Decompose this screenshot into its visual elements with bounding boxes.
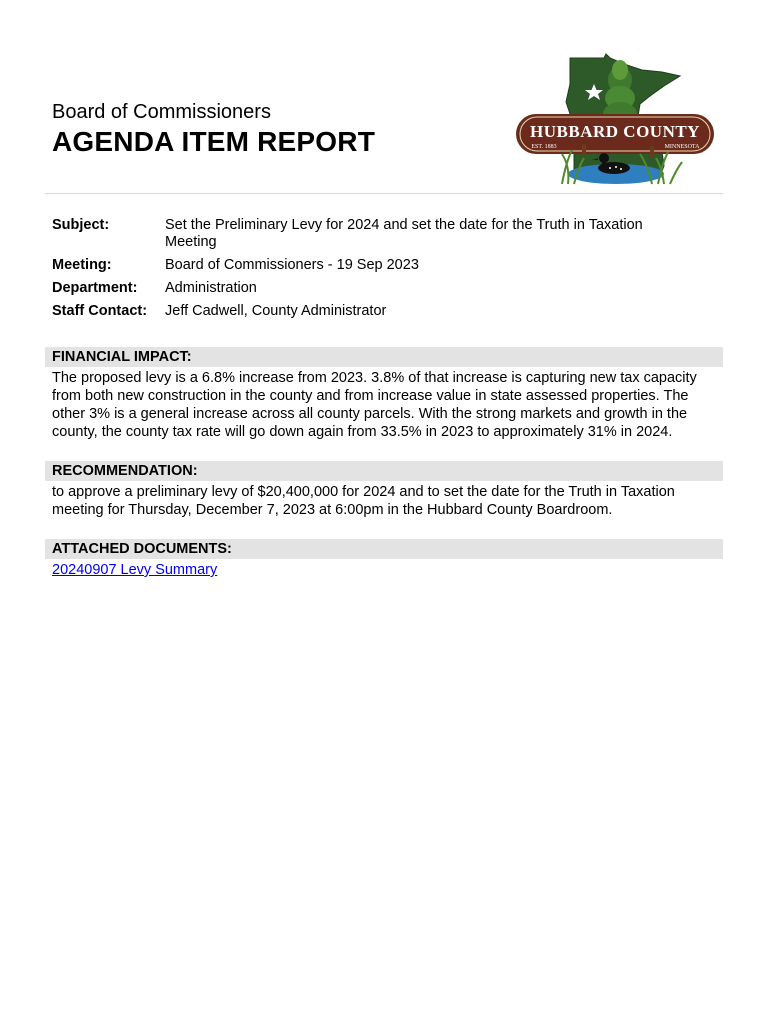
meeting-row <box>52 257 722 274</box>
financial-impact-text: The proposed levy is a 6.8% increase from 2023. 3.8% of that increase is capturing new tax capacity from both new construction in the county and from increase value in state assessed properties. The other 3% is a general increase across all county parcels. With the strong markets and growth in the county, the county tax rate will go down again from 33.5% in 2023 to approximately 31% in 2024. <box>52 370 697 440</box>
attached-documents-section <box>45 539 723 579</box>
subject-row <box>52 217 722 251</box>
report-header <box>52 100 375 158</box>
cattail-icon <box>650 146 654 158</box>
page-title: AGENDA ITEM REPORT <box>52 126 376 157</box>
meeting-value: Board of Commissioners - 19 Sep 2023 <box>165 257 419 273</box>
department-row <box>52 280 722 297</box>
department-value: Administration <box>165 280 257 296</box>
board-name: Board of Commissioners <box>52 101 271 123</box>
levy-summary-link[interactable]: 20240907 Levy Summary <box>52 562 218 578</box>
hubbard-county-logo <box>512 50 718 190</box>
department-label: Department: <box>52 280 138 296</box>
recommendation-text: to approve a preliminary levy of $20,400,000 for 2024 and to set the date for the Truth in Taxation meeting for Thursday, December 7, 2023 at 6:00pm in the Hubbard County Boardroom. <box>52 484 675 518</box>
cattail-icon <box>582 144 586 156</box>
header-divider <box>45 193 723 194</box>
meeting-label: Meeting: <box>52 257 112 273</box>
staff-contact-label: Staff Contact: <box>52 303 148 319</box>
logo-state: MINNESOTA <box>664 144 700 150</box>
recommendation-section <box>45 461 723 519</box>
meeting-details <box>52 217 722 326</box>
staff-contact-row <box>52 303 722 320</box>
subject-value: Set the Preliminary Levy for 2024 and set the date for the Truth in Taxation Meeting <box>165 217 643 250</box>
logo-county-name: HUBBARD COUNTY <box>530 122 700 141</box>
financial-impact-heading: FINANCIAL IMPACT: <box>45 347 723 367</box>
recommendation-heading: RECOMMENDATION: <box>45 461 723 481</box>
subject-label: Subject: <box>52 217 110 233</box>
county-banner <box>516 114 714 154</box>
logo-est: EST. 1883 <box>531 144 557 150</box>
attached-documents-heading: ATTACHED DOCUMENTS: <box>45 539 723 559</box>
financial-impact-section <box>45 347 723 441</box>
staff-contact-value: Jeff Cadwell, County Administrator <box>165 303 387 319</box>
attached-documents-list <box>45 559 723 579</box>
